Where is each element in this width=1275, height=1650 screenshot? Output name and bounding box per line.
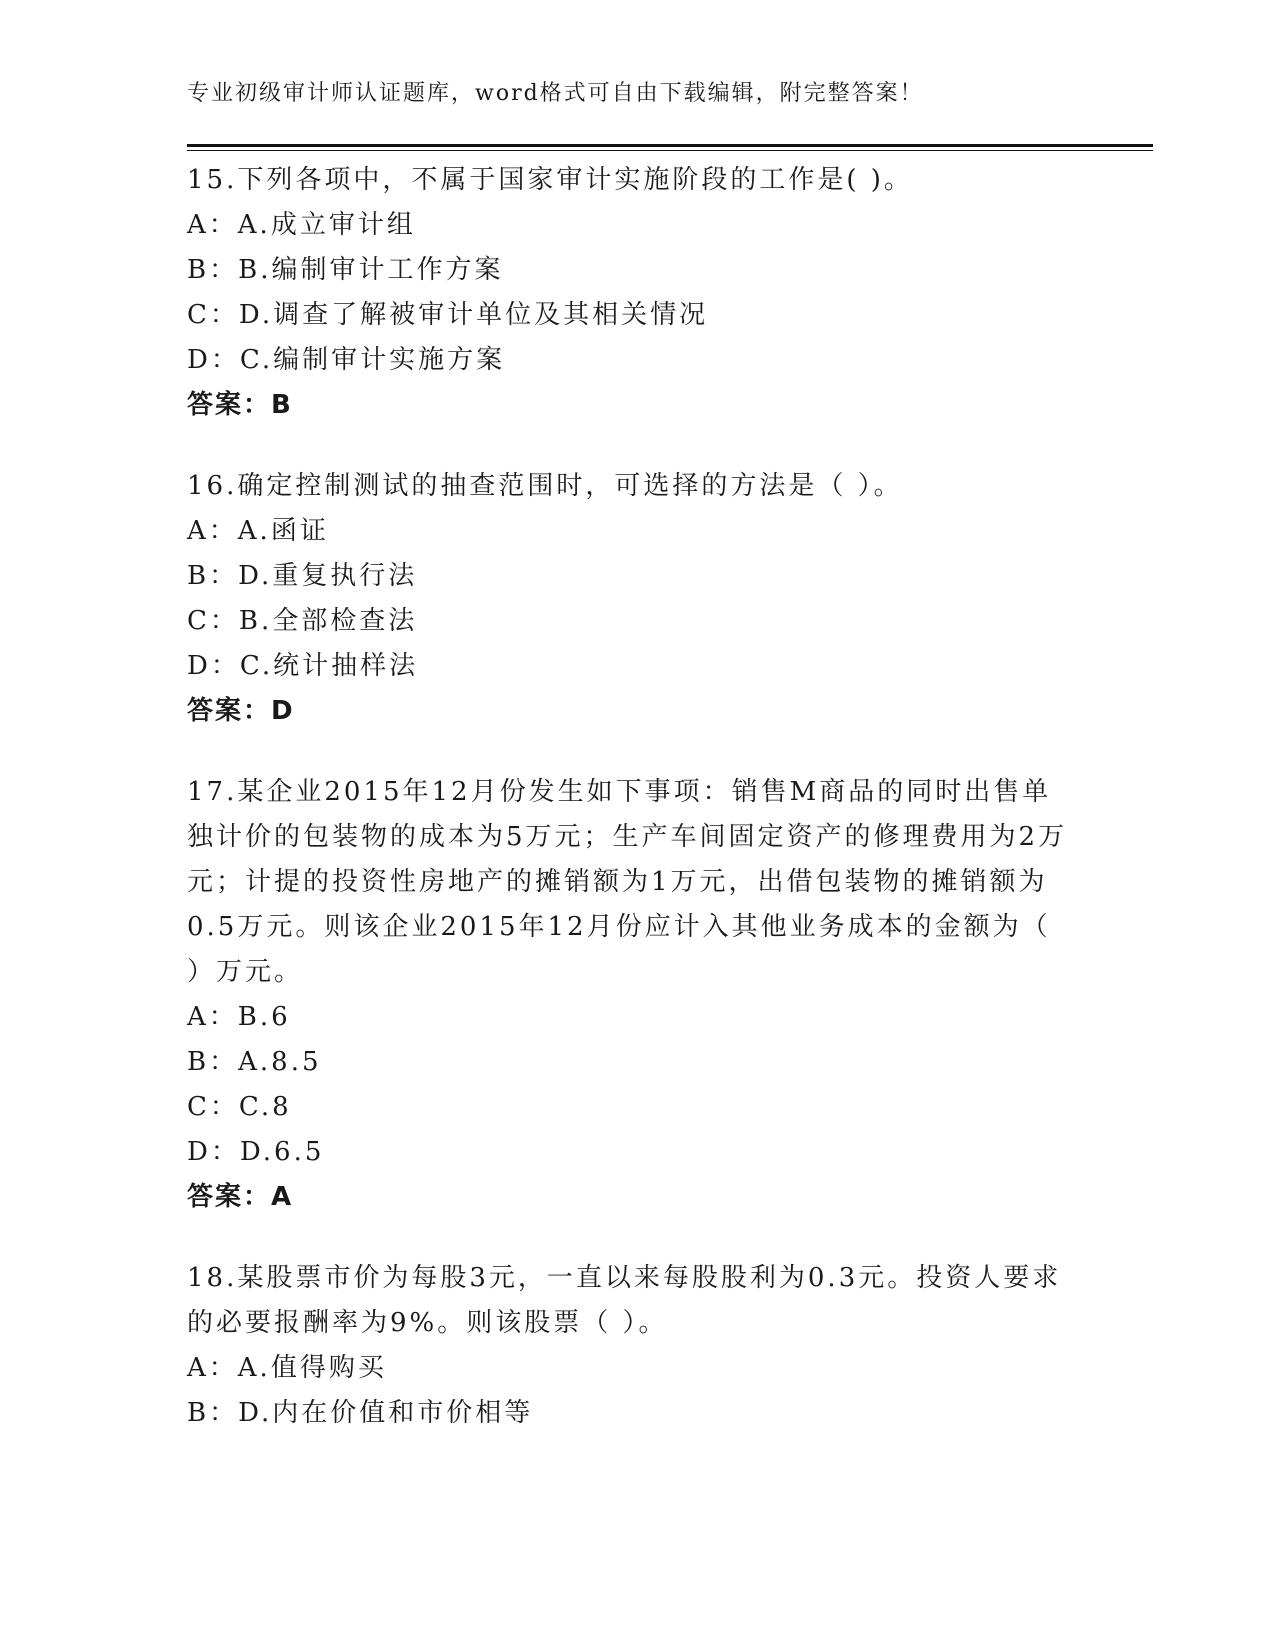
question-15 xyxy=(187,158,1077,428)
question-list xyxy=(187,158,1077,1472)
option-c: C：C.8 xyxy=(187,1092,292,1122)
header-divider-thin xyxy=(187,150,1153,151)
question-16 xyxy=(187,464,1077,734)
document-header-note: 专业初级审计师认证题库，word格式可自由下载编辑，附完整答案！ xyxy=(187,81,924,106)
answer-line: 答案：A xyxy=(187,1182,294,1212)
option-d: D：C.编制审计实施方案 xyxy=(187,345,506,375)
option-a: A：A.成立审计组 xyxy=(187,210,416,240)
option-b: B：D.重复执行法 xyxy=(187,561,418,591)
option-b: B：B.编制审计工作方案 xyxy=(187,255,504,285)
option-d: D：C.统计抽样法 xyxy=(187,651,419,681)
header-divider-thick xyxy=(187,144,1153,147)
question-stem: 17.某企业2015年12月份发生如下事项：销售M商品的同时出售单独计价的包装物的成本为5万元；生产车间固定资产的修理费用为2万元；计提的投资性房地产的摊销额为1万元，出借包装物的摊销额为0.5万元。则该企业2015年12月份应计入其他业务成本的金额为（ ）万元。 xyxy=(187,777,1068,987)
question-18 xyxy=(187,1256,1077,1436)
option-a: A：A.函证 xyxy=(187,516,329,546)
answer-line: 答案：D xyxy=(187,696,295,726)
option-c: C：B.全部检查法 xyxy=(187,606,418,636)
option-c: C：D.调查了解被审计单位及其相关情况 xyxy=(187,300,709,330)
option-b: B：A.8.5 xyxy=(187,1047,322,1077)
question-stem: 15.下列各项中，不属于国家审计实施阶段的工作是( )。 xyxy=(187,165,913,195)
option-b: B：D.内在价值和市价相等 xyxy=(187,1398,534,1428)
question-stem: 18.某股票市价为每股3元，一直以来每股股利为0.3元。投资人要求的必要报酬率为9%。则该股票（ ）。 xyxy=(187,1263,1062,1338)
question-stem: 16.确定控制测试的抽查范围时，可选择的方法是（ ）。 xyxy=(187,471,903,501)
option-a: A：A.值得购买 xyxy=(187,1353,387,1383)
answer-line: 答案：B xyxy=(187,390,293,420)
option-d: D：D.6.5 xyxy=(187,1137,325,1167)
option-a: A：B.6 xyxy=(187,1002,291,1032)
question-17 xyxy=(187,770,1077,1220)
